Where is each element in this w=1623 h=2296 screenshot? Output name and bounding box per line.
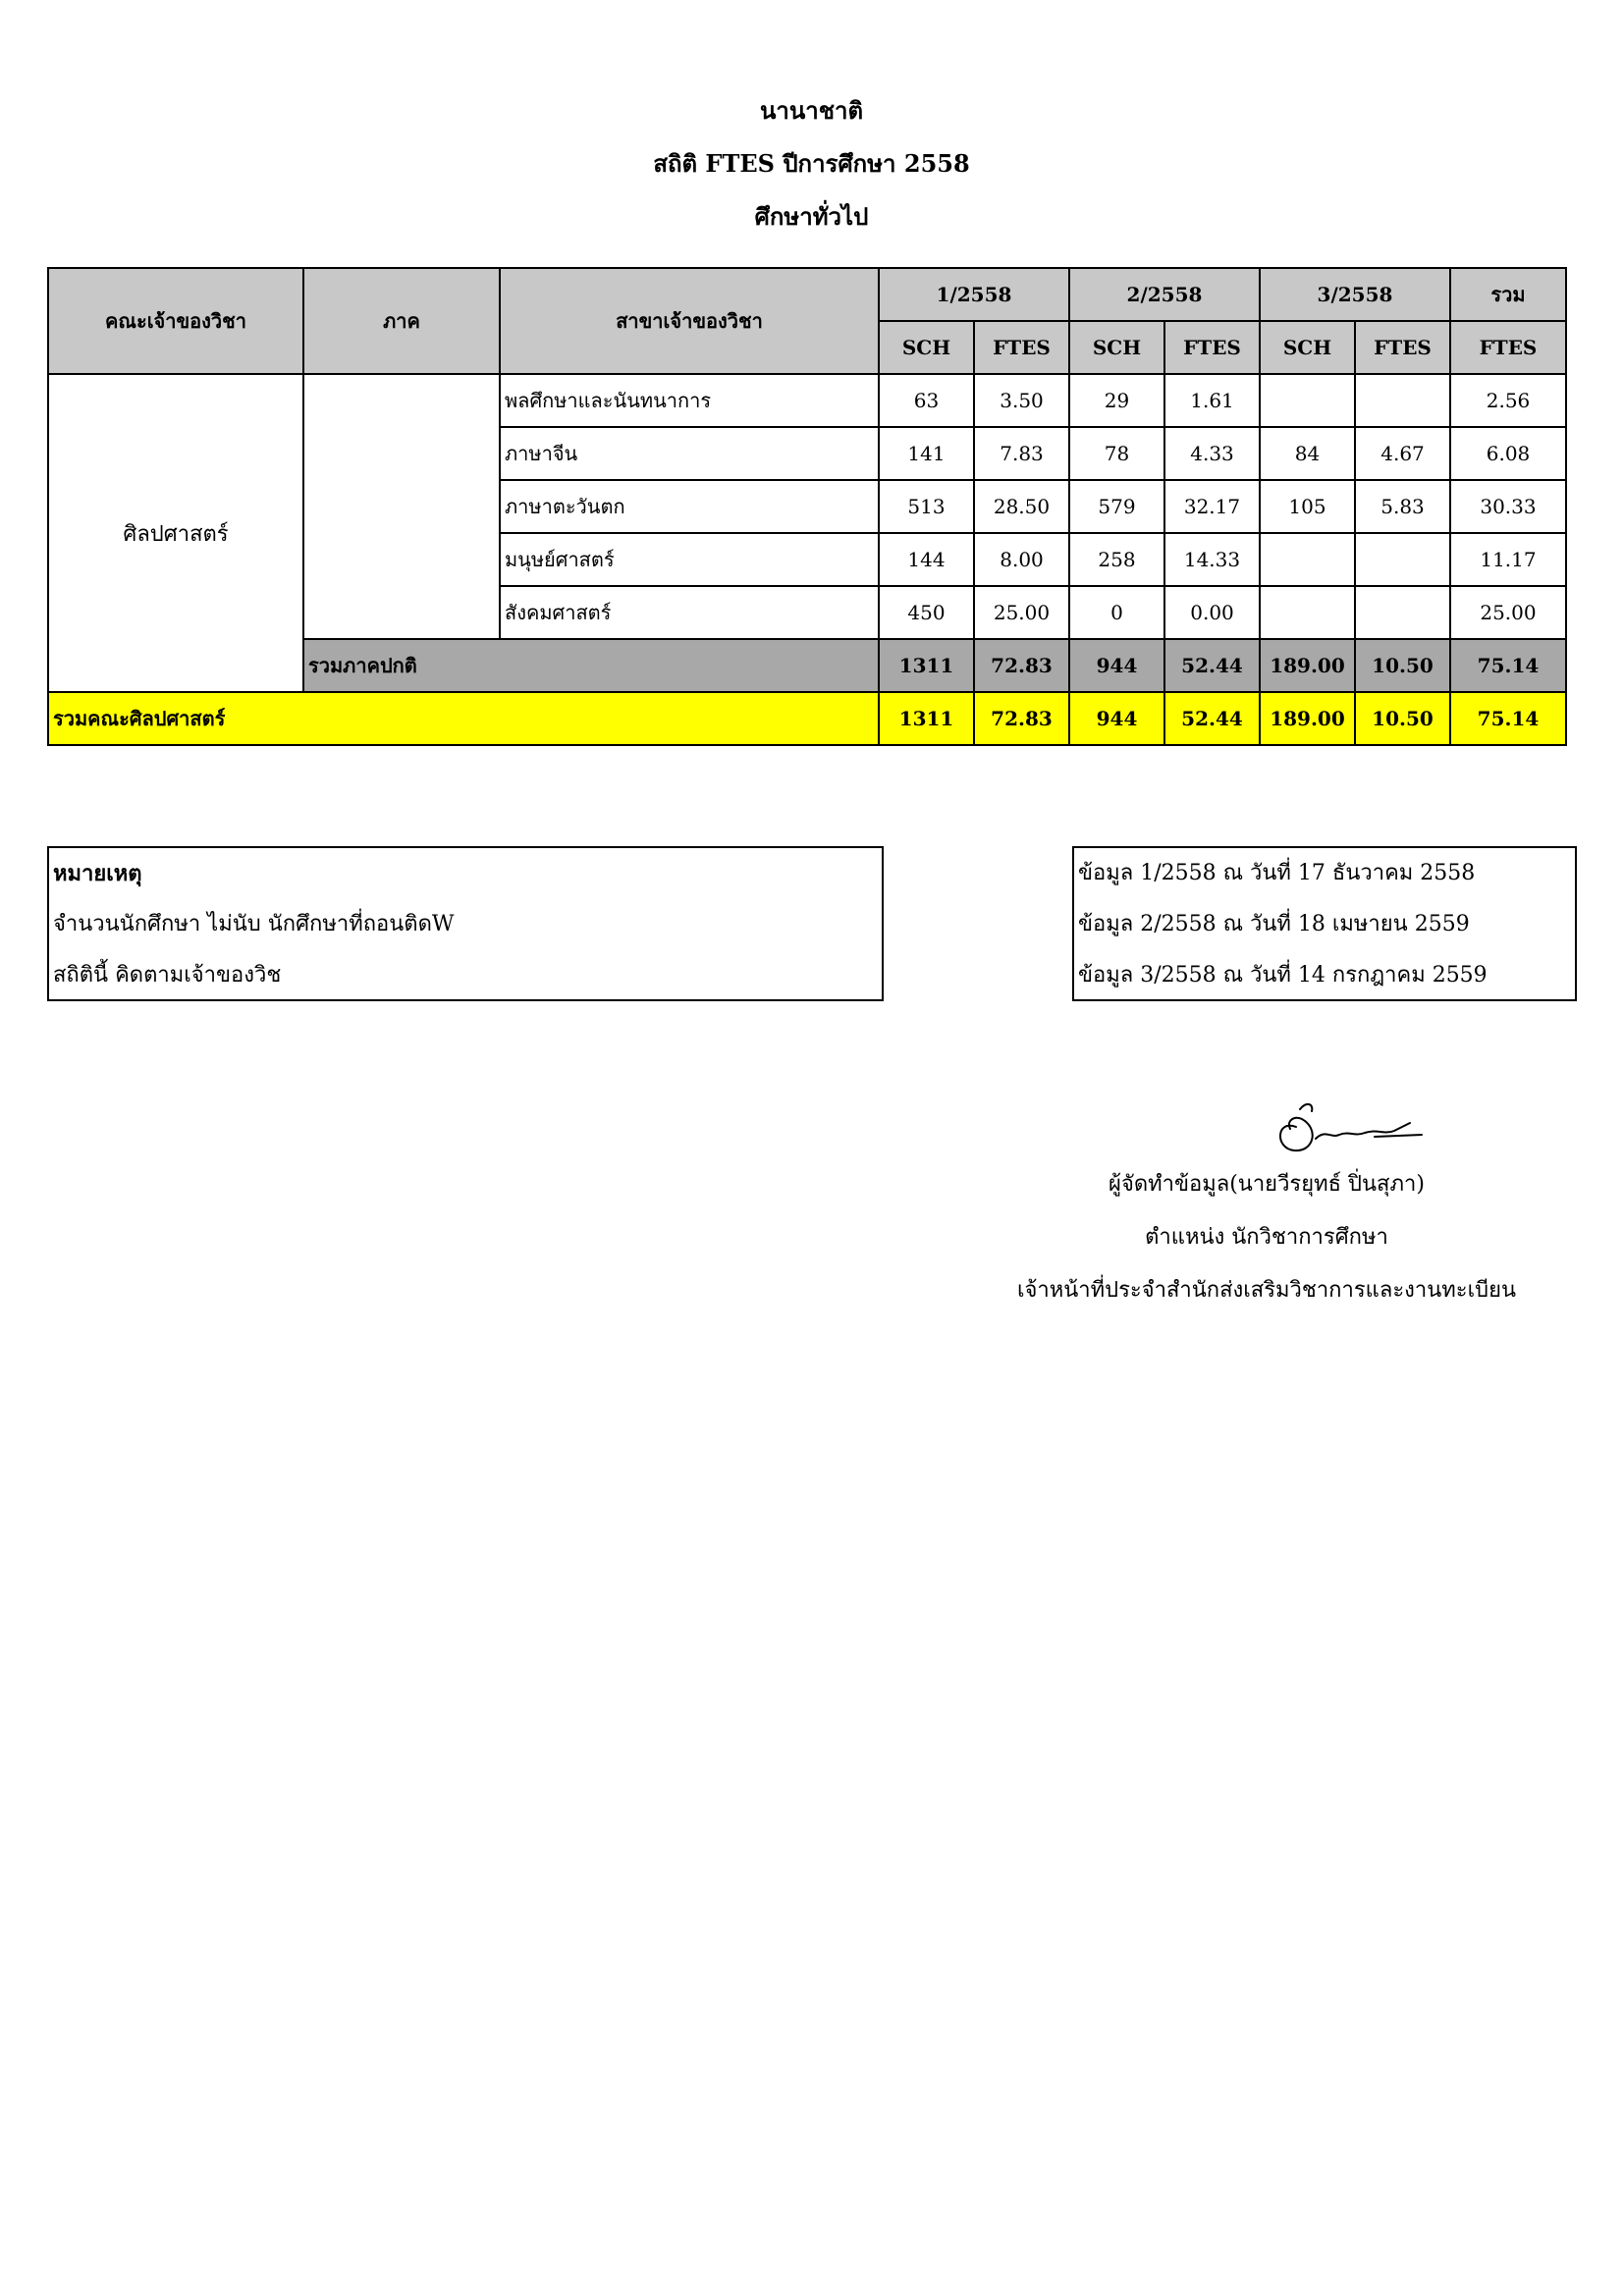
preparer-name: ผู้จัดทำข้อมูล(นายวีรยุทธ์ ปิ่นสุภา) (1109, 1172, 1425, 1197)
header-sch-2: SCH (1069, 321, 1164, 374)
sch3-cell (1260, 586, 1355, 639)
title-line-2: สถิติ FTES ปีการศึกษา 2558 (653, 149, 970, 178)
data-date-line: ข้อมูล 3/2558 ณ วันที่ 14 กรกฎาคม 2559 (1078, 963, 1488, 988)
ftes1-cell: 3.50 (974, 374, 1069, 427)
ftes2-cell: 4.33 (1164, 427, 1260, 480)
total-cell: 6.08 (1450, 427, 1566, 480)
grandtotal-label: รวมคณะศิลปศาสตร์ (48, 692, 879, 745)
header-ftes-total: FTES (1450, 321, 1566, 374)
grandtotal-ftes1: 72.83 (974, 692, 1069, 745)
ftes1-cell: 25.00 (974, 586, 1069, 639)
header-term-3: 3/2558 (1260, 268, 1450, 321)
grandtotal-ftes2: 52.44 (1164, 692, 1260, 745)
header-total: รวม (1450, 268, 1566, 321)
ftes-table (47, 267, 1567, 746)
ftes2-cell: 14.33 (1164, 533, 1260, 586)
subtotal-total: 75.14 (1450, 639, 1566, 692)
header-ftes-2: FTES (1164, 321, 1260, 374)
sch2-cell: 0 (1069, 586, 1164, 639)
grandtotal-total: 75.14 (1450, 692, 1566, 745)
document-titles (0, 84, 1623, 243)
notes-box (47, 846, 884, 1001)
ftes1-cell: 7.83 (974, 427, 1069, 480)
ftes1-cell: 28.50 (974, 480, 1069, 533)
preparer-position: ตำแหน่ง นักวิชาการศึกษา (1145, 1225, 1388, 1250)
table-row (48, 374, 1566, 427)
grandtotal-sch1: 1311 (879, 692, 974, 745)
sch2-cell: 29 (1069, 374, 1164, 427)
notes-line: สถิตินี้ คิดตามเจ้าของวิช (53, 963, 282, 988)
major-cell: พลศึกษาและนันทนาการ (500, 374, 879, 427)
sch1-cell: 450 (879, 586, 974, 639)
ftes1-cell: 8.00 (974, 533, 1069, 586)
major-cell: มนุษย์ศาสตร์ (500, 533, 879, 586)
ftes3-cell: 4.67 (1355, 427, 1450, 480)
major-cell: ภาษาตะวันตก (500, 480, 879, 533)
sch3-cell (1260, 374, 1355, 427)
major-cell: ภาษาจีน (500, 427, 879, 480)
title-line-3: ศึกษาทั่วไป (754, 202, 869, 231)
subtotal-sch2: 944 (1069, 639, 1164, 692)
signature-block (962, 1158, 1571, 1317)
title-line-1: นานาชาติ (759, 96, 864, 125)
ftes3-cell (1355, 533, 1450, 586)
notes-heading: หมายเหตุ (53, 861, 142, 886)
ftes3-cell: 5.83 (1355, 480, 1450, 533)
sch1-cell: 63 (879, 374, 974, 427)
header-faculty: คณะเจ้าของวิชา (48, 268, 303, 374)
total-cell: 30.33 (1450, 480, 1566, 533)
ftes3-cell (1355, 586, 1450, 639)
sch1-cell: 144 (879, 533, 974, 586)
ftes2-cell: 32.17 (1164, 480, 1260, 533)
subtotal-label: รวมภาคปกติ (303, 639, 879, 692)
preparer-office: เจ้าหน้าที่ประจำสำนักส่งเสริมวิชาการและงานทะเบียน (1016, 1278, 1517, 1303)
grandtotal-row (48, 692, 1566, 745)
sch2-cell: 258 (1069, 533, 1164, 586)
grandtotal-sch2: 944 (1069, 692, 1164, 745)
header-dept: ภาค (303, 268, 500, 374)
header-sch-3: SCH (1260, 321, 1355, 374)
sch3-cell: 84 (1260, 427, 1355, 480)
subtotal-sch1: 1311 (879, 639, 974, 692)
data-date-line: ข้อมูล 2/2558 ณ วันที่ 18 เมษายน 2559 (1078, 912, 1470, 936)
sch3-cell: 105 (1260, 480, 1355, 533)
subtotal-sch3: 189.00 (1260, 639, 1355, 692)
notes-line: จำนวนนักศึกษา ไม่นับ นักศึกษาที่ถอนติดW (53, 912, 455, 936)
data-date-line: ข้อมูล 1/2558 ณ วันที่ 17 ธันวาคม 2558 (1078, 861, 1476, 885)
grandtotal-sch3: 189.00 (1260, 692, 1355, 745)
total-cell: 25.00 (1450, 586, 1566, 639)
ftes3-cell (1355, 374, 1450, 427)
sch2-cell: 579 (1069, 480, 1164, 533)
header-ftes-3: FTES (1355, 321, 1450, 374)
total-cell: 2.56 (1450, 374, 1566, 427)
subtotal-ftes1: 72.83 (974, 639, 1069, 692)
header-ftes-1: FTES (974, 321, 1069, 374)
ftes2-cell: 0.00 (1164, 586, 1260, 639)
sch2-cell: 78 (1069, 427, 1164, 480)
signature-image (1257, 1080, 1434, 1158)
total-cell: 11.17 (1450, 533, 1566, 586)
subtotal-ftes2: 52.44 (1164, 639, 1260, 692)
subtotal-ftes3: 10.50 (1355, 639, 1450, 692)
header-major: สาขาเจ้าของวิชา (500, 268, 879, 374)
header-term-2: 2/2558 (1069, 268, 1260, 321)
data-dates-box (1072, 846, 1577, 1001)
header-term-1: 1/2558 (879, 268, 1069, 321)
sch1-cell: 513 (879, 480, 974, 533)
ftes2-cell: 1.61 (1164, 374, 1260, 427)
dept-cell (303, 374, 500, 639)
sch1-cell: 141 (879, 427, 974, 480)
faculty-cell: ศิลปศาสตร์ (48, 374, 303, 692)
major-cell: สังคมศาสตร์ (500, 586, 879, 639)
grandtotal-ftes3: 10.50 (1355, 692, 1450, 745)
sch3-cell (1260, 533, 1355, 586)
header-sch-1: SCH (879, 321, 974, 374)
